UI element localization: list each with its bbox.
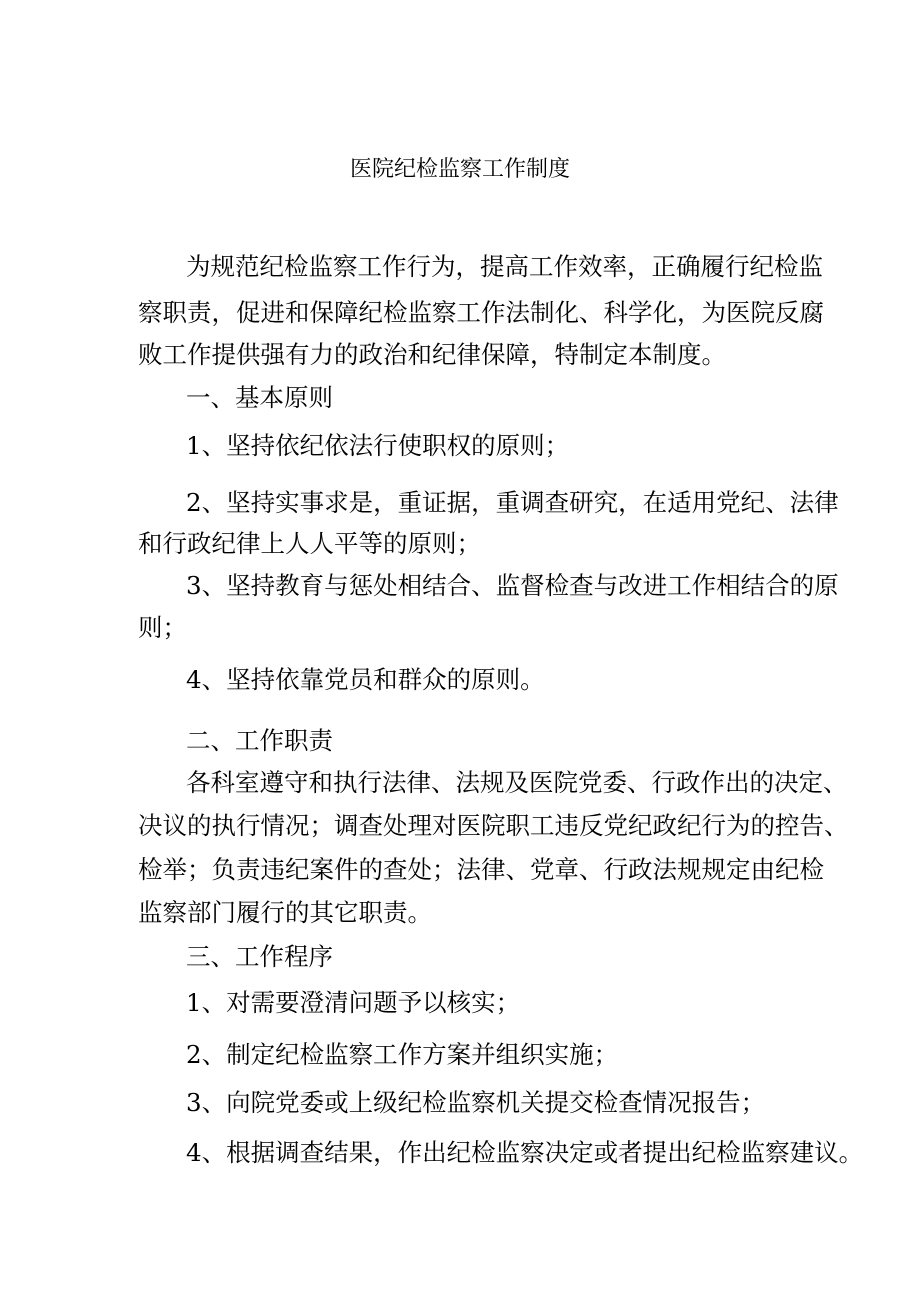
list-item: 4、坚持依靠党员和群众的原则。 <box>186 665 545 694</box>
list-item: 则； <box>138 613 187 642</box>
paragraph-line: 检举；负责违纪案件的查处；法律、党章、行政法规规定由纪检 <box>138 855 824 884</box>
document-title: 医院纪检监察工作制度 <box>349 157 570 182</box>
list-item: 和行政纪律上人人平等的原则； <box>138 529 481 558</box>
paragraph-line: 决议的执行情况；调查处理对医院职工违反党纪政纪行为的控告、 <box>138 811 849 840</box>
list-item: 3、向院党委或上级纪检监察机关提交检查情况报告； <box>186 1088 766 1117</box>
paragraph-line: 察职责，促进和保障纪检监察工作法制化、科学化，为医院反腐 <box>138 298 824 327</box>
section-heading: 三、工作程序 <box>186 942 333 971</box>
list-item: 1、对需要澄清问题予以核实； <box>186 988 521 1017</box>
section-heading: 一、基本原则 <box>186 383 333 412</box>
list-item: 2、坚持实事求是，重证据，重调查研究，在适用党纪、法律 <box>186 488 839 517</box>
paragraph-line: 监察部门履行的其它职责。 <box>138 898 432 927</box>
section-heading: 二、工作职责 <box>186 726 333 755</box>
list-item: 4、根据调查结果，作出纪检监察决定或者提出纪检监察建议。 <box>186 1138 864 1167</box>
paragraph-line: 各科室遵守和执行法律、法规及医院党委、行政作出的决定、 <box>186 768 848 797</box>
paragraph-line: 败工作提供强有力的政治和纪律保障，特制定本制度。 <box>138 340 726 369</box>
paragraph-line: 为规范纪检监察工作行为，提高工作效率，正确履行纪检监 <box>186 252 823 281</box>
list-item: 2、制定纪检监察工作方案并组织实施； <box>186 1040 619 1069</box>
list-item: 3、坚持教育与惩处相结合、监督检查与改进工作相结合的原 <box>186 571 839 600</box>
list-item: 1、坚持依纪依法行使职权的原则； <box>186 431 570 460</box>
